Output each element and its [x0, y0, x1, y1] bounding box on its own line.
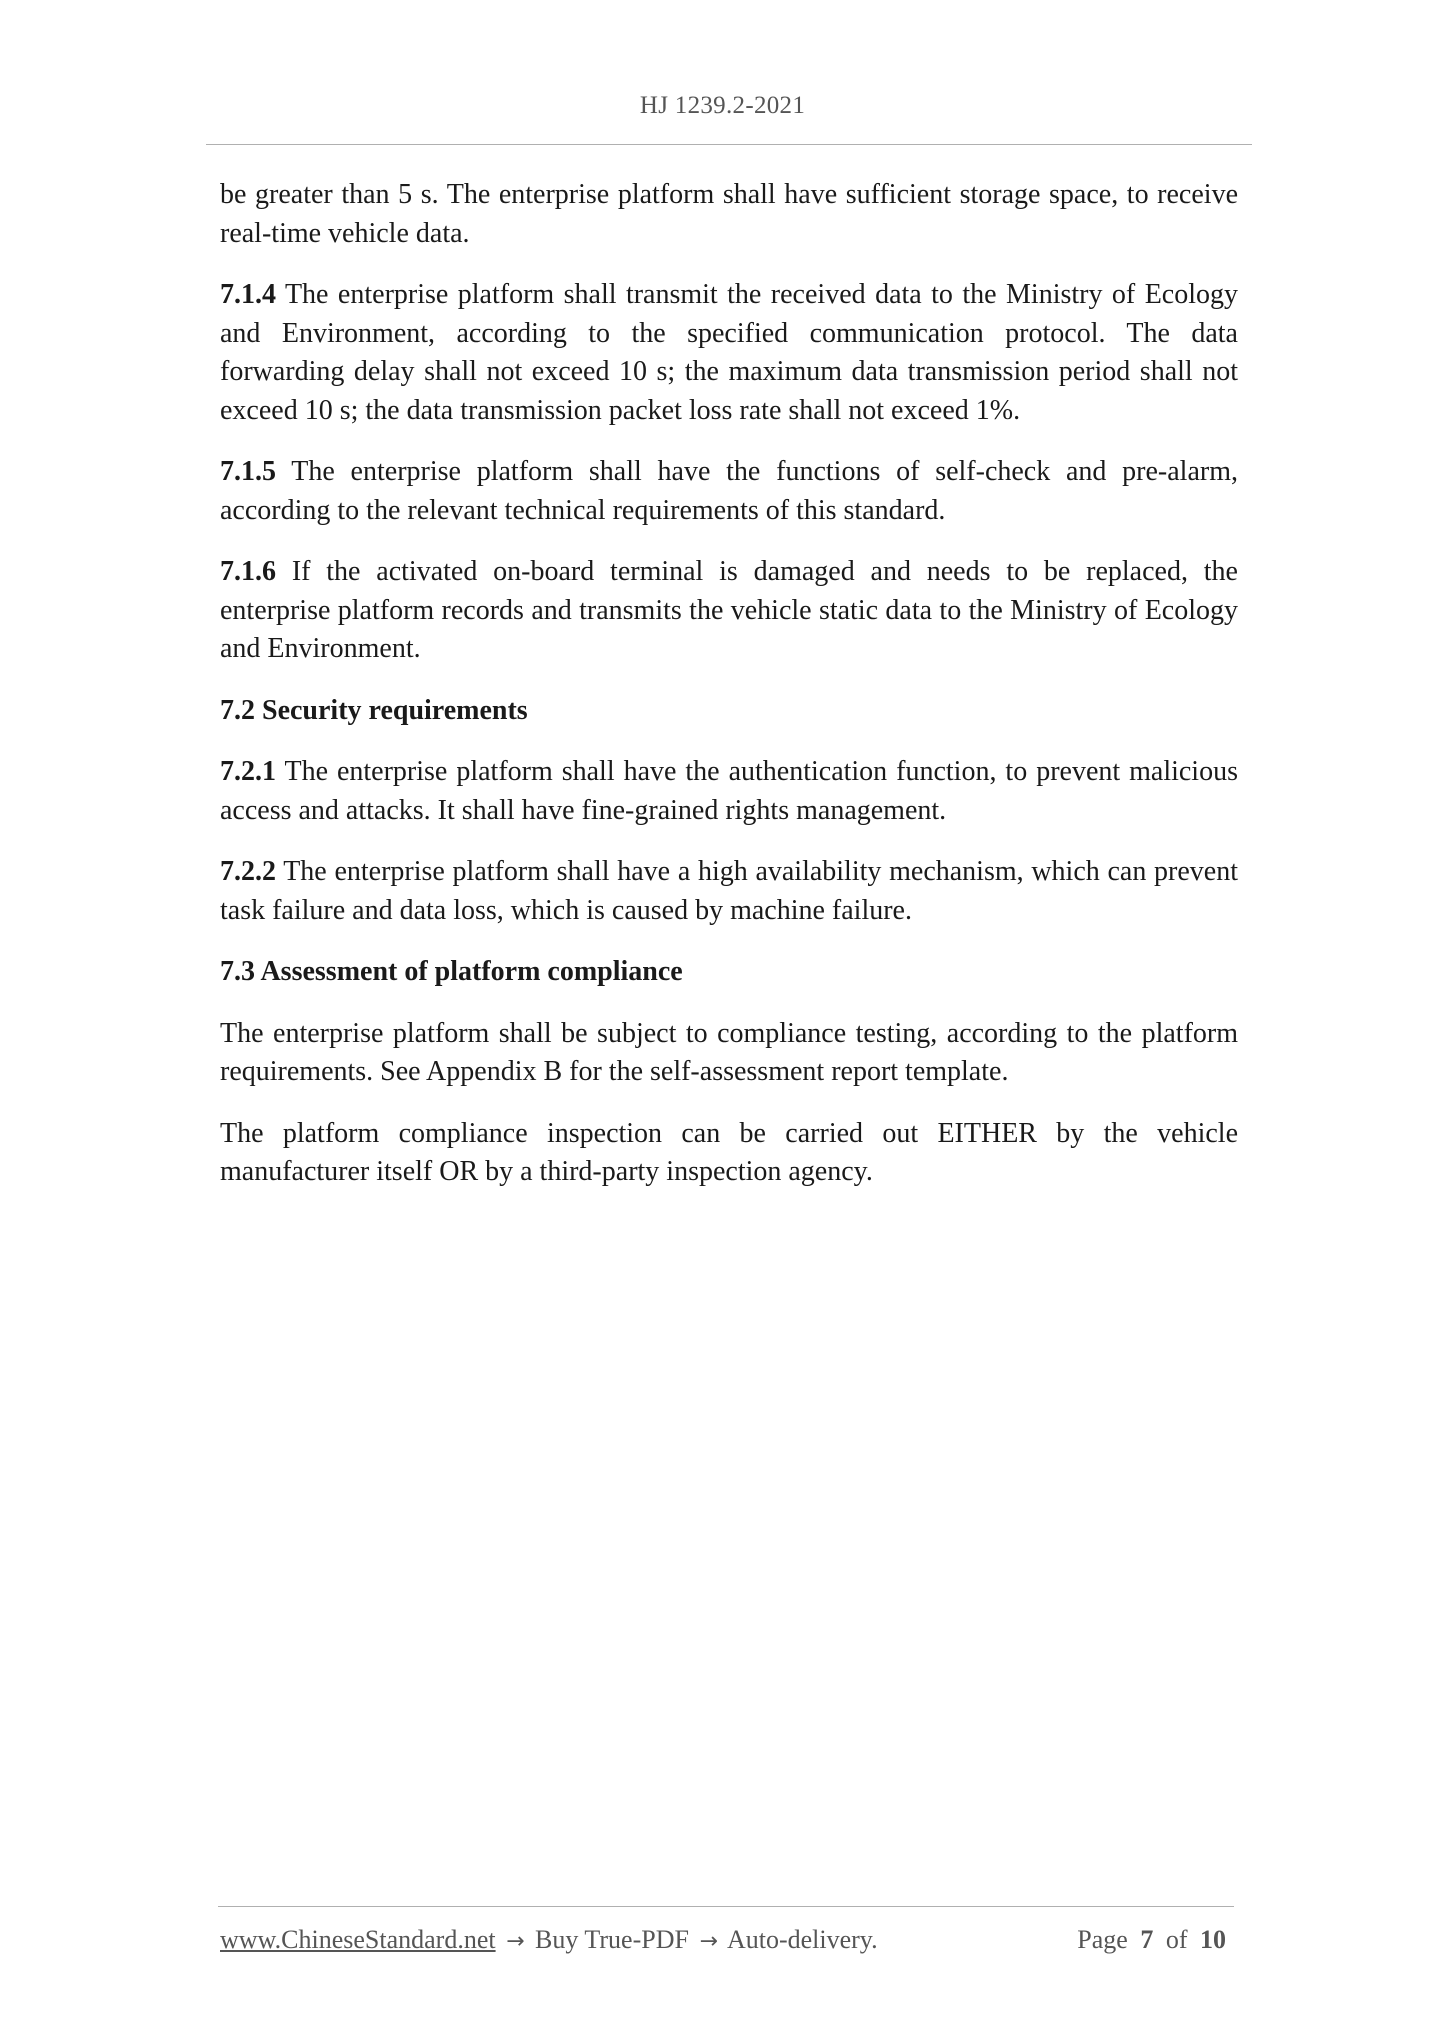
- clause-number: 7.1.6: [220, 556, 276, 587]
- clause-text: The enterprise platform shall have the authentication function, to prevent malicious access and attacks. It shall have fine-grained rights management.: [220, 756, 1238, 826]
- header-divider: [206, 144, 1252, 145]
- section-heading-7-2: 7.2 Security requirements: [220, 694, 528, 726]
- paragraph-compliance-testing: The enterprise platform shall be subject to compliance testing, according to the platform requirements. See Appendix B for the self-assessment report template.: [220, 1017, 1238, 1087]
- clause-7-2-1: [220, 753, 1238, 830]
- clause-7-2-2: [220, 853, 1238, 930]
- clause-number: 7.2.1: [220, 756, 276, 787]
- arrow-right-icon: →: [699, 1929, 718, 1954]
- of-word: of: [1165, 1925, 1188, 1954]
- page-content: [220, 176, 1238, 1215]
- clause-number: 7.1.5: [220, 456, 276, 487]
- page-total: 10: [1200, 1925, 1226, 1954]
- clause-text: The enterprise platform shall have a high availability mechanism, which can prevent task failure and data loss, which is caused by machine failure.: [220, 856, 1238, 926]
- clause-number: 7.2.2: [220, 856, 276, 887]
- clause-text: The enterprise platform shall have the functions of self-check and pre-alarm, according to the relevant technical requirements of this standard.: [220, 456, 1238, 526]
- section-heading-7-3: 7.3 Assessment of platform compliance: [220, 956, 683, 987]
- paragraph-continuation: be greater than 5 s. The enterprise platform shall have sufficient storage space, to receive real-time vehicle data.: [220, 179, 1238, 249]
- site-link[interactable]: www.ChineseStandard.net: [220, 1925, 496, 1954]
- arrow-right-icon: →: [506, 1929, 525, 1954]
- footer-promo: [220, 1925, 878, 1955]
- page-current: 7: [1140, 1925, 1154, 1954]
- page-word: Page: [1077, 1925, 1128, 1954]
- paragraph-inspection: The platform compliance inspection can be carried out EITHER by the vehicle manufacturer itself OR by a third-party inspection agency.: [220, 1117, 1238, 1187]
- document-code-header: HJ 1239.2-2021: [639, 92, 806, 119]
- page-footer: [220, 1925, 1232, 1955]
- clause-7-1-4: [220, 276, 1238, 430]
- clause-7-1-5: [220, 453, 1238, 530]
- delivery-text: Auto-delivery.: [726, 1925, 878, 1954]
- clause-text: If the activated on-board terminal is damaged and needs to be replaced, the enterprise platform records and transmits the vehicle static data to the Ministry of Ecology and Environment.: [220, 556, 1238, 664]
- clause-number: 7.1.4: [220, 279, 276, 310]
- page-indicator: [1077, 1925, 1232, 1955]
- buy-text: Buy True-PDF: [535, 1925, 689, 1954]
- footer-divider: [218, 1906, 1234, 1907]
- clause-text: The enterprise platform shall transmit the received data to the Ministry of Ecology and Environment, according to the specified communication protocol. The data forwarding delay shall not exceed 10 s; the maximum data transmission period shall not exceed 10 s; the data transmission packet loss rate shall not exceed 1%.: [220, 279, 1239, 426]
- clause-7-1-6: [220, 553, 1238, 669]
